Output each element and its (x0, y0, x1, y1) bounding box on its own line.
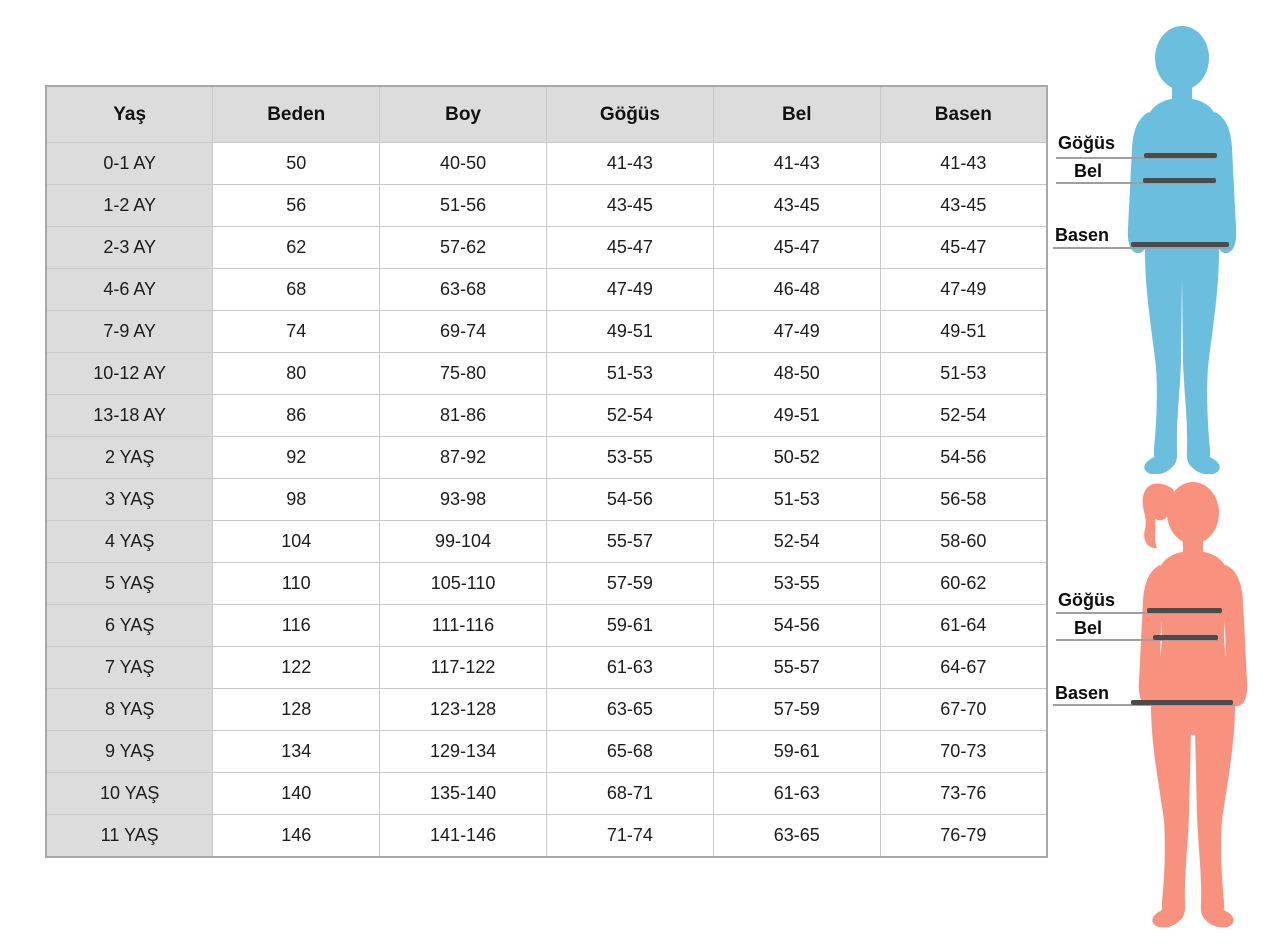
size-cell: 47-49 (880, 269, 1047, 311)
child-silhouette-blue (1120, 24, 1244, 474)
size-cell: 98 (213, 479, 380, 521)
size-cell: 61-64 (880, 605, 1047, 647)
child-silhouette-blue-svg (1120, 24, 1244, 474)
row-label: 7 YAŞ (46, 647, 213, 689)
table-row (46, 773, 1047, 815)
measure-bar-hip-bottom (1131, 700, 1233, 705)
size-cell: 110 (213, 563, 380, 605)
row-label: 13-18 AY (46, 395, 213, 437)
row-label: 8 YAŞ (46, 689, 213, 731)
size-cell: 45-47 (880, 227, 1047, 269)
row-label: 3 YAŞ (46, 479, 213, 521)
size-cell: 141-146 (380, 815, 547, 857)
size-cell: 49-51 (880, 311, 1047, 353)
size-table (45, 85, 1048, 858)
column-header: Boy (380, 86, 547, 143)
size-cell: 74 (213, 311, 380, 353)
size-cell: 54-56 (880, 437, 1047, 479)
size-cell: 59-61 (713, 731, 880, 773)
size-cell: 65-68 (546, 731, 713, 773)
table-row (46, 479, 1047, 521)
table-body (46, 143, 1047, 857)
size-cell: 41-43 (546, 143, 713, 185)
size-cell: 45-47 (546, 227, 713, 269)
size-cell: 40-50 (380, 143, 547, 185)
size-cell: 51-53 (880, 353, 1047, 395)
row-label: 10-12 AY (46, 353, 213, 395)
size-cell: 117-122 (380, 647, 547, 689)
measure-label-hip-bottom: Basen (1055, 683, 1110, 703)
size-cell: 105-110 (380, 563, 547, 605)
size-cell: 55-57 (713, 647, 880, 689)
row-label: 2 YAŞ (46, 437, 213, 479)
size-cell: 57-59 (713, 689, 880, 731)
head-shape (1155, 26, 1209, 90)
size-cell: 54-56 (713, 605, 880, 647)
size-cell: 52-54 (880, 395, 1047, 437)
size-cell: 67-70 (880, 689, 1047, 731)
size-cell: 104 (213, 521, 380, 563)
table-row (46, 269, 1047, 311)
column-header: Bel (713, 86, 880, 143)
row-label: 11 YAŞ (46, 815, 213, 857)
size-cell: 51-56 (380, 185, 547, 227)
size-cell: 92 (213, 437, 380, 479)
table-row (46, 731, 1047, 773)
size-cell: 59-61 (546, 605, 713, 647)
column-header: Beden (213, 86, 380, 143)
measure-bar-chest-top (1144, 153, 1217, 158)
size-cell: 93-98 (380, 479, 547, 521)
size-cell: 56 (213, 185, 380, 227)
size-cell: 49-51 (713, 395, 880, 437)
size-cell: 116 (213, 605, 380, 647)
size-cell: 43-45 (880, 185, 1047, 227)
size-cell: 47-49 (713, 311, 880, 353)
measure-bar-chest-bottom (1147, 608, 1222, 613)
size-cell: 43-45 (546, 185, 713, 227)
size-cell: 63-65 (713, 815, 880, 857)
size-cell: 49-51 (546, 311, 713, 353)
row-label: 2-3 AY (46, 227, 213, 269)
size-cell: 56-58 (880, 479, 1047, 521)
size-cell: 129-134 (380, 731, 547, 773)
size-cell: 51-53 (713, 479, 880, 521)
size-cell: 48-50 (713, 353, 880, 395)
measure-bar-hip-top (1131, 242, 1229, 247)
row-label: 1-2 AY (46, 185, 213, 227)
size-cell: 58-60 (880, 521, 1047, 563)
table-row (46, 563, 1047, 605)
measure-bar-waist-bottom (1153, 635, 1218, 640)
size-cell: 55-57 (546, 521, 713, 563)
table-row (46, 311, 1047, 353)
measure-label-chest-top: Göğüs (1058, 133, 1115, 153)
silhouette-shape (1128, 26, 1236, 474)
left-leg-shape (1151, 705, 1191, 922)
table-row (46, 605, 1047, 647)
size-cell: 75-80 (380, 353, 547, 395)
measure-label-waist-bottom: Bel (1074, 618, 1103, 638)
row-label: 10 YAŞ (46, 773, 213, 815)
size-cell: 50-52 (713, 437, 880, 479)
size-cell: 57-59 (546, 563, 713, 605)
measure-bar-waist-top (1143, 178, 1216, 183)
measure-label-chest-bottom: Göğüs (1058, 590, 1115, 610)
table-row (46, 185, 1047, 227)
size-cell: 68 (213, 269, 380, 311)
size-cell: 57-62 (380, 227, 547, 269)
head-shape (1167, 482, 1219, 544)
size-cell: 80 (213, 353, 380, 395)
size-cell: 69-74 (380, 311, 547, 353)
size-cell: 53-55 (546, 437, 713, 479)
size-cell: 68-71 (546, 773, 713, 815)
table-row (46, 521, 1047, 563)
column-header: Göğüs (546, 86, 713, 143)
column-header: Yaş (46, 86, 213, 143)
table-row (46, 437, 1047, 479)
size-cell: 87-92 (380, 437, 547, 479)
size-cell: 51-53 (546, 353, 713, 395)
row-label: 5 YAŞ (46, 563, 213, 605)
size-cell: 43-45 (713, 185, 880, 227)
size-cell: 81-86 (380, 395, 547, 437)
row-label: 7-9 AY (46, 311, 213, 353)
size-cell: 135-140 (380, 773, 547, 815)
measure-line-hip-top (1053, 247, 1231, 249)
row-label: 4-6 AY (46, 269, 213, 311)
torso-shape (1151, 551, 1235, 735)
table-row (46, 143, 1047, 185)
table-row (46, 689, 1047, 731)
size-cell: 70-73 (880, 731, 1047, 773)
size-cell: 71-74 (546, 815, 713, 857)
table-header (46, 86, 1047, 143)
row-label: 9 YAŞ (46, 731, 213, 773)
size-cell: 52-54 (546, 395, 713, 437)
size-cell: 53-55 (713, 563, 880, 605)
right-leg-shape (1182, 252, 1219, 469)
table-row (46, 395, 1047, 437)
measure-label-hip-top: Basen (1055, 225, 1110, 245)
size-cell: 41-43 (713, 143, 880, 185)
size-cell: 146 (213, 815, 380, 857)
row-label: 0-1 AY (46, 143, 213, 185)
size-cell: 46-48 (713, 269, 880, 311)
left-leg-shape (1145, 252, 1182, 469)
size-cell: 50 (213, 143, 380, 185)
size-cell: 61-63 (713, 773, 880, 815)
size-cell: 140 (213, 773, 380, 815)
silhouette-shape (1139, 482, 1247, 931)
size-cell: 123-128 (380, 689, 547, 731)
size-cell: 41-43 (880, 143, 1047, 185)
size-cell: 54-56 (546, 479, 713, 521)
right-leg-shape (1195, 705, 1235, 922)
size-cell: 86 (213, 395, 380, 437)
size-cell: 128 (213, 689, 380, 731)
size-cell: 61-63 (546, 647, 713, 689)
size-cell: 60-62 (880, 563, 1047, 605)
size-cell: 111-116 (380, 605, 547, 647)
table-row (46, 815, 1047, 857)
table-row (46, 227, 1047, 269)
row-label: 6 YAŞ (46, 605, 213, 647)
row-label: 4 YAŞ (46, 521, 213, 563)
size-cell: 76-79 (880, 815, 1047, 857)
size-cell: 64-67 (880, 647, 1047, 689)
size-cell: 73-76 (880, 773, 1047, 815)
size-cell: 122 (213, 647, 380, 689)
size-cell: 52-54 (713, 521, 880, 563)
size-cell: 45-47 (713, 227, 880, 269)
size-cell: 63-68 (380, 269, 547, 311)
size-cell: 63-65 (546, 689, 713, 731)
torso-shape (1145, 98, 1219, 279)
table-row (46, 647, 1047, 689)
measure-label-waist-top: Bel (1074, 161, 1103, 181)
size-cell: 62 (213, 227, 380, 269)
size-cell: 134 (213, 731, 380, 773)
size-cell: 47-49 (546, 269, 713, 311)
table-row (46, 353, 1047, 395)
size-cell: 99-104 (380, 521, 547, 563)
column-header: Basen (880, 86, 1047, 143)
